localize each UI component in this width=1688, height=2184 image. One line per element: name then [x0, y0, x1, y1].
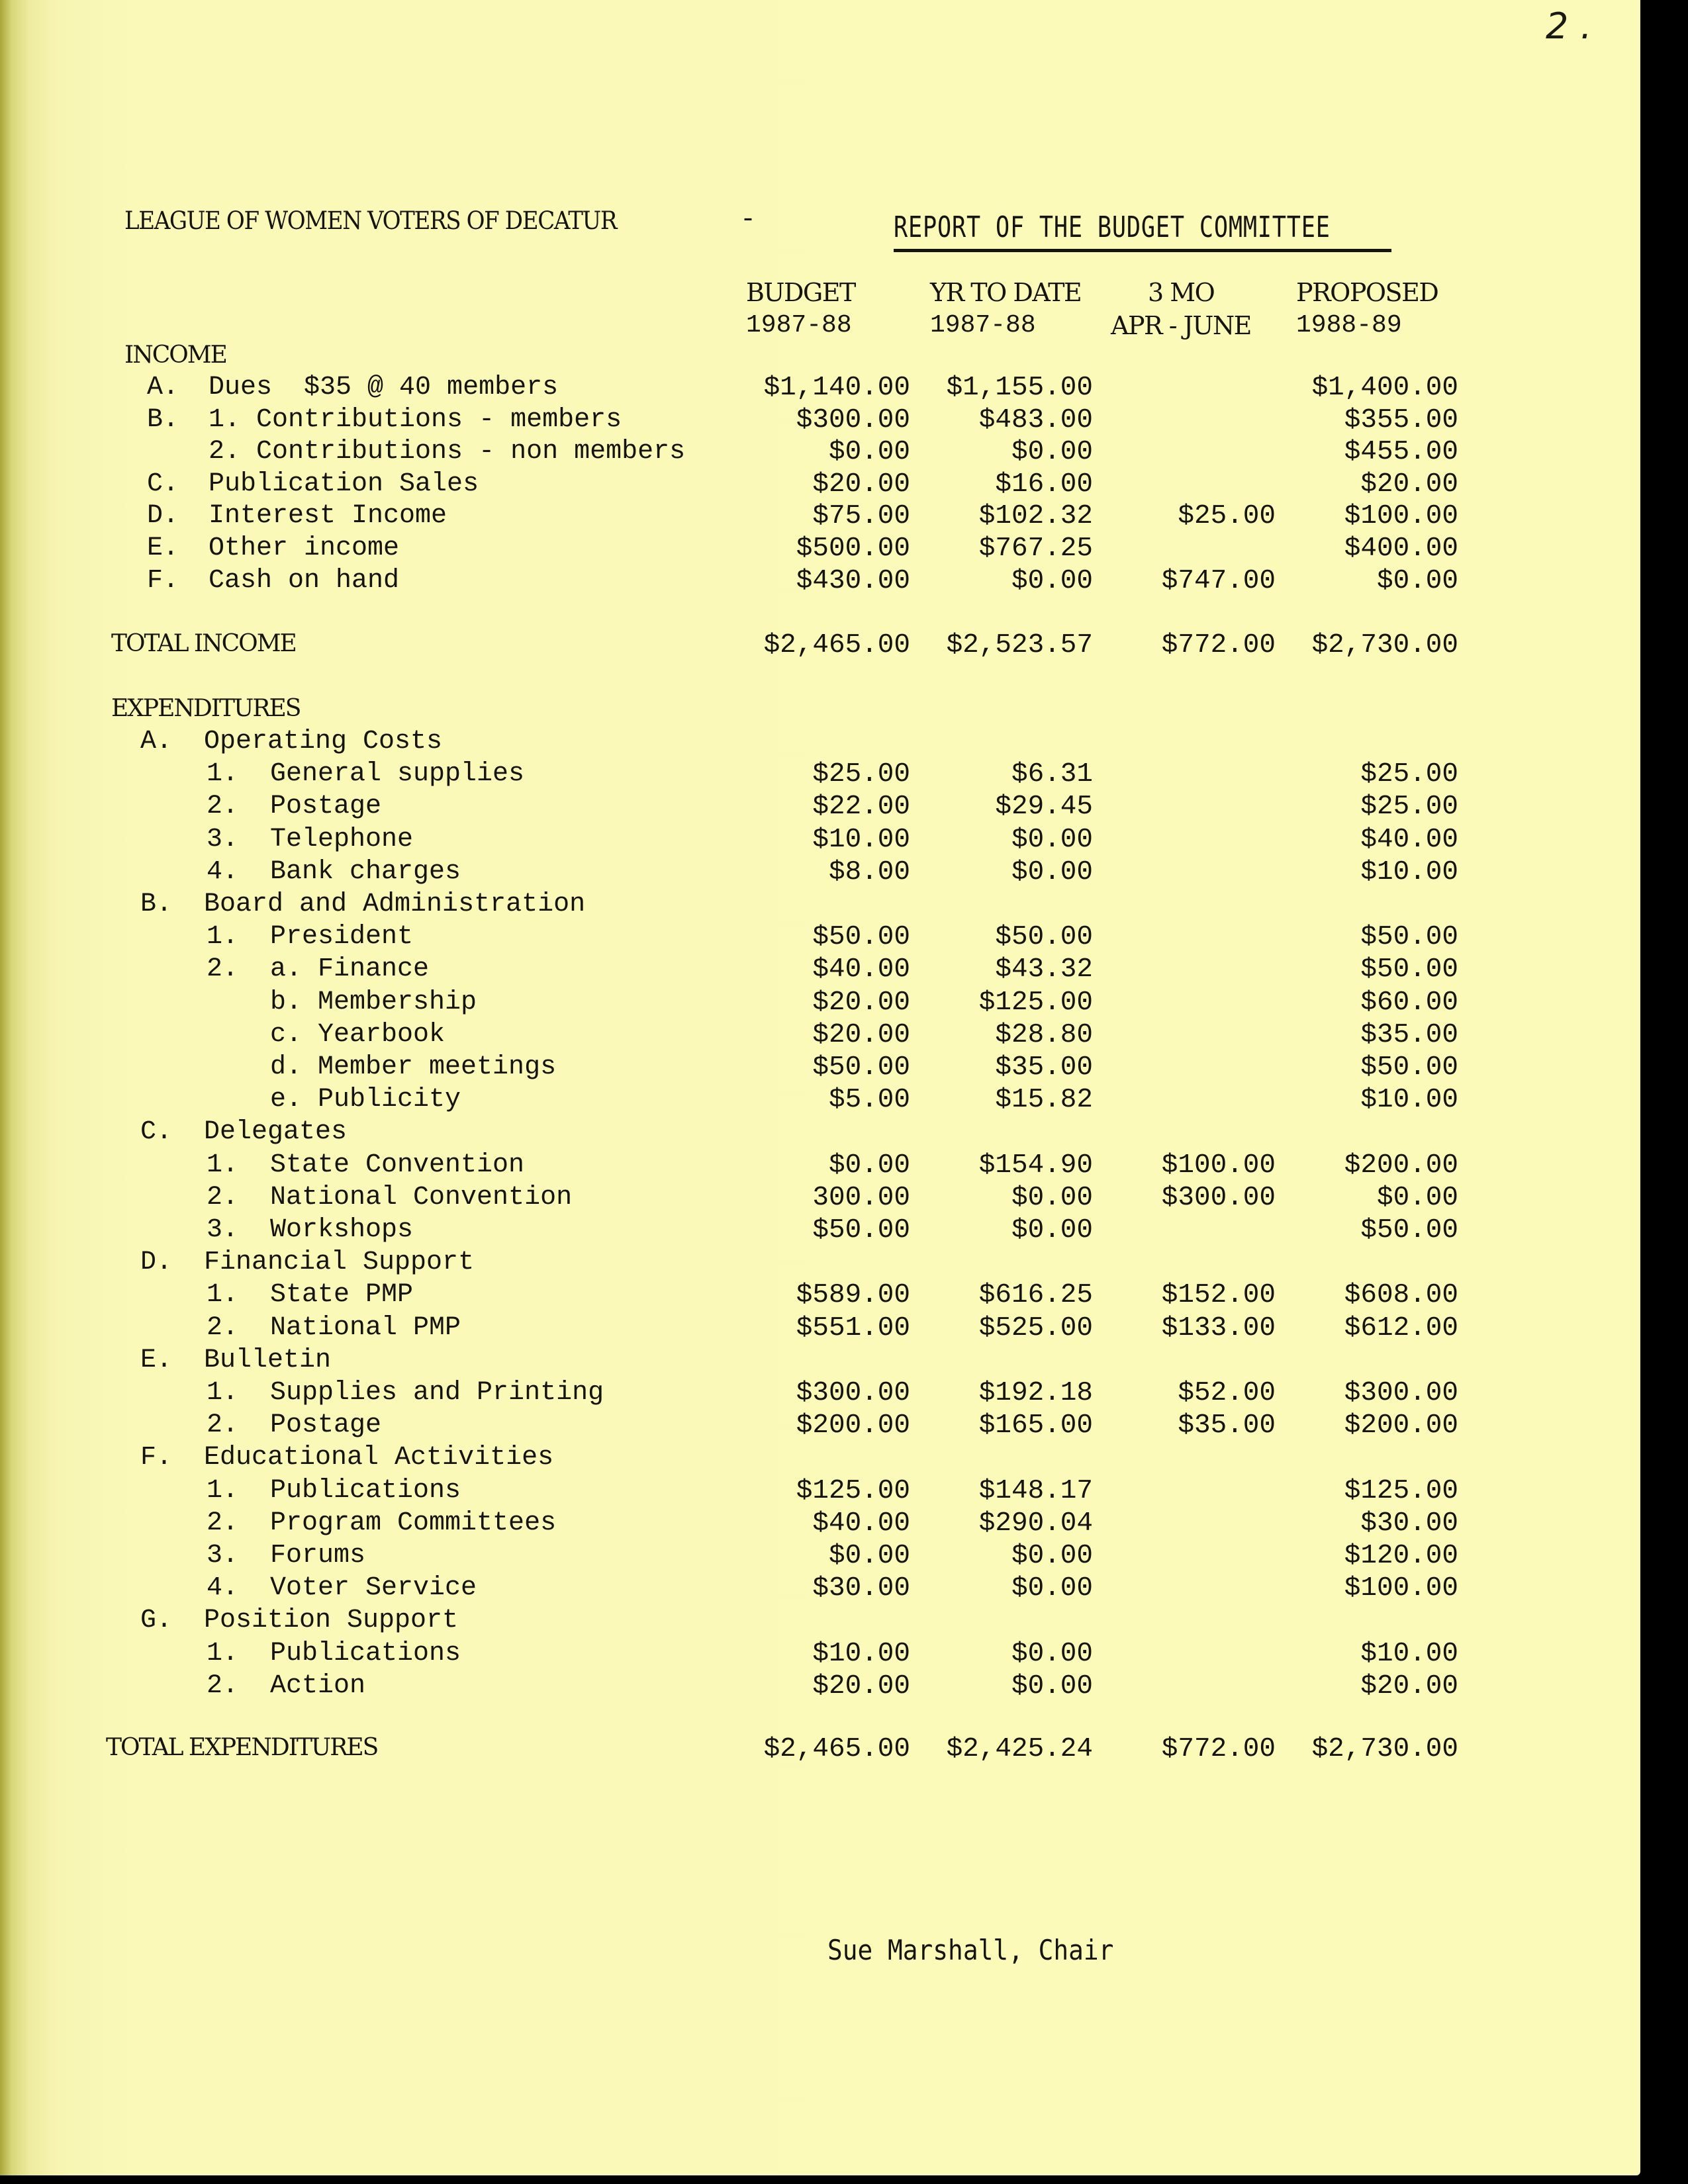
col-header-proposed: PROPOSED	[1296, 278, 1438, 307]
cell-budget: $551.00	[796, 1312, 910, 1343]
row-label: Board and Administration	[204, 889, 586, 919]
cell-proposed: $300.00	[1344, 1378, 1458, 1408]
row-letter: F.	[140, 1443, 173, 1473]
row-number: 1.	[207, 1638, 239, 1668]
row-letter: B.	[147, 404, 179, 435]
cell-ytd: $0.00	[1011, 1182, 1093, 1213]
row-letter: F.	[147, 565, 179, 596]
cell-3mo: $747.00	[1161, 565, 1276, 596]
cell-ytd: $0.00	[1011, 1541, 1093, 1571]
col-header-ytd: YR TO DATE	[930, 278, 1082, 307]
cell-budget: $30.00	[812, 1573, 910, 1604]
cell-proposed: $20.00	[1360, 469, 1458, 500]
cell-proposed: $200.00	[1344, 1410, 1458, 1441]
row-label: Other income	[209, 533, 400, 563]
col-subheader-proposed: 1988-89	[1296, 311, 1402, 340]
cell-budget: $430.00	[796, 565, 910, 596]
cell-ytd: $767.25	[978, 533, 1093, 564]
cell-proposed: $40.00	[1360, 824, 1458, 855]
cell-3mo: $152.00	[1161, 1280, 1276, 1311]
cell-budget: $589.00	[796, 1280, 910, 1311]
row-number: 2.	[207, 792, 239, 822]
row-label: Publications	[270, 1638, 461, 1668]
cell-ytd: $165.00	[978, 1410, 1093, 1441]
cell-budget: $1,140.00	[763, 373, 910, 403]
row-label: General supplies	[270, 759, 525, 790]
row-number: 2.	[207, 1182, 239, 1212]
cell-budget: $50.00	[812, 1215, 910, 1246]
total-income-label: TOTAL INCOME	[111, 630, 296, 657]
col-header-3mo: 3 MO	[1148, 278, 1215, 307]
cell-budget: $20.00	[812, 1670, 910, 1702]
expenditures-heading: EXPENDITURES	[111, 695, 301, 722]
cell-ytd: $0.00	[1011, 1215, 1093, 1246]
cell-ytd: $0.00	[1011, 1638, 1093, 1669]
cell-proposed: $100.00	[1344, 501, 1458, 532]
total-income-proposed: $2,730.00	[1311, 630, 1458, 660]
row-letter: E.	[140, 1345, 173, 1375]
cell-3mo: $133.00	[1161, 1312, 1276, 1343]
cell-budget: $500.00	[796, 533, 910, 564]
cell-budget: $0.00	[828, 1150, 910, 1181]
row-letter: C.	[147, 469, 179, 499]
cell-proposed: $200.00	[1344, 1150, 1458, 1181]
row-label: National PMP	[270, 1312, 461, 1343]
cell-budget: $50.00	[812, 922, 910, 953]
cell-ytd: $50.00	[995, 922, 1093, 953]
cell-proposed: $20.00	[1360, 1670, 1458, 1702]
row-number: 2.	[207, 1508, 239, 1538]
cell-proposed: $355.00	[1344, 404, 1458, 435]
row-label: Program Committees	[270, 1508, 557, 1538]
row-label: State PMP	[270, 1280, 414, 1310]
cell-ytd: $290.04	[978, 1508, 1093, 1539]
cell-ytd: $154.90	[978, 1150, 1093, 1181]
cell-proposed: $100.00	[1344, 1573, 1458, 1604]
cell-proposed: $50.00	[1360, 1052, 1458, 1083]
cell-budget: $5.00	[828, 1085, 910, 1116]
cell-proposed: $125.00	[1344, 1475, 1458, 1506]
cell-proposed: $35.00	[1360, 1019, 1458, 1050]
col-subheader-budget: 1987-88	[746, 311, 852, 340]
row-letter: A.	[147, 373, 179, 402]
row-label: Publication Sales	[209, 469, 479, 499]
cell-ytd: $6.31	[1011, 759, 1093, 790]
cell-3mo: $35.00	[1178, 1410, 1276, 1441]
row-label: d. Member meetings	[270, 1052, 557, 1082]
row-number: 3.	[207, 1541, 239, 1570]
row-label: Postage	[270, 792, 382, 822]
cell-budget: $10.00	[812, 1638, 910, 1669]
cell-budget: $300.00	[796, 404, 910, 435]
total-income-ytd: $2,523.57	[946, 630, 1093, 660]
cell-ytd: $0.00	[1011, 437, 1093, 468]
row-label: Supplies and Printing	[270, 1378, 604, 1408]
row-label: Financial Support	[204, 1248, 475, 1278]
row-number: 1.	[207, 1475, 239, 1506]
row-label: a. Finance	[270, 954, 430, 985]
cell-ytd: $192.18	[978, 1378, 1093, 1408]
cell-ytd: $0.00	[1011, 1573, 1093, 1604]
row-letter: B.	[140, 889, 173, 919]
cell-ytd: $15.82	[995, 1085, 1093, 1116]
cell-3mo: $25.00	[1178, 501, 1276, 532]
row-label: e. Publicity	[270, 1085, 461, 1115]
row-letter: D.	[147, 501, 179, 531]
total-expenditures-budget: $2,465.00	[763, 1734, 910, 1764]
cell-proposed: $400.00	[1344, 533, 1458, 564]
cell-proposed: $120.00	[1344, 1541, 1458, 1571]
total-expenditures-ytd: $2,425.24	[946, 1734, 1093, 1764]
row-label: Delegates	[204, 1117, 348, 1148]
row-number: 2.	[207, 1670, 239, 1701]
report-title: REPORT OF THE BUDGET COMMITTEE	[894, 210, 1331, 244]
row-letter: C.	[140, 1117, 173, 1148]
cell-ytd: $483.00	[978, 404, 1093, 435]
cell-proposed: $25.00	[1360, 759, 1458, 790]
cell-budget: $200.00	[796, 1410, 910, 1441]
row-label: Cash on hand	[209, 565, 400, 596]
row-label: Educational Activities	[204, 1443, 554, 1473]
cell-budget: $10.00	[812, 824, 910, 855]
row-letter: E.	[147, 533, 179, 563]
cell-proposed: $608.00	[1344, 1280, 1458, 1311]
col-header-budget: BUDGET	[746, 278, 855, 307]
row-label: State Convention	[270, 1150, 525, 1180]
cell-ytd: $29.45	[995, 792, 1093, 823]
cell-proposed: $60.00	[1360, 987, 1458, 1018]
cell-proposed: $0.00	[1376, 565, 1458, 596]
cell-proposed: $1,400.00	[1311, 373, 1458, 403]
signature-line: Sue Marshall, Chair	[827, 1934, 1114, 1966]
cell-proposed: $50.00	[1360, 922, 1458, 953]
income-heading: INCOME	[124, 341, 226, 369]
row-label: Bulletin	[204, 1345, 332, 1375]
cell-proposed: $455.00	[1344, 437, 1458, 468]
cell-ytd: $525.00	[978, 1312, 1093, 1343]
col-subheader-ytd: 1987-88	[930, 311, 1036, 340]
cell-budget: $25.00	[812, 759, 910, 790]
cell-budget: $20.00	[812, 987, 910, 1018]
total-income-budget: $2,465.00	[763, 630, 910, 660]
cell-ytd: $35.00	[995, 1052, 1093, 1083]
row-number: 4.	[207, 856, 239, 887]
row-number: 1.	[207, 1280, 239, 1310]
cell-budget: $75.00	[812, 501, 910, 532]
organization-name: LEAGUE OF WOMEN VOTERS OF DECATUR	[124, 206, 617, 235]
row-label: Publications	[270, 1475, 461, 1506]
row-letter: G.	[140, 1606, 173, 1636]
cell-proposed: $10.00	[1360, 1638, 1458, 1669]
row-label: Postage	[270, 1410, 382, 1441]
cell-proposed: $10.00	[1360, 1085, 1458, 1116]
total-expenditures-label: TOTAL EXPENDITURES	[106, 1734, 378, 1761]
cell-ytd: $0.00	[1011, 1670, 1093, 1702]
cell-budget: $125.00	[796, 1475, 910, 1506]
cell-proposed: $50.00	[1360, 954, 1458, 985]
row-label: Operating Costs	[204, 727, 443, 756]
col-subheader-3mo: APR - JUNE	[1111, 311, 1251, 340]
cell-proposed: $10.00	[1360, 856, 1458, 887]
row-label: Bank charges	[270, 856, 461, 887]
row-label: c. Yearbook	[270, 1019, 445, 1050]
row-label: Dues $35 @ 40 members	[209, 373, 559, 402]
cell-proposed: $25.00	[1360, 792, 1458, 823]
row-number: 3.	[207, 824, 239, 854]
row-letter: D.	[140, 1248, 173, 1278]
report-title-underline	[894, 249, 1391, 252]
cell-budget: $0.00	[828, 437, 910, 468]
cell-ytd: $43.32	[995, 954, 1093, 985]
cell-ytd: $102.32	[978, 501, 1093, 532]
cell-budget: $20.00	[812, 469, 910, 500]
row-number: 1.	[207, 1150, 239, 1180]
cell-3mo: $300.00	[1161, 1182, 1276, 1213]
row-label: President	[270, 922, 414, 952]
row-label: 1. Contributions - members	[209, 404, 622, 435]
total-income-3mo: $772.00	[1161, 630, 1276, 660]
row-number: 4.	[207, 1573, 239, 1604]
row-number: 1.	[207, 1378, 239, 1408]
cell-ytd: $16.00	[995, 469, 1093, 500]
cell-budget: $40.00	[812, 1508, 910, 1539]
row-label: Interest Income	[209, 501, 447, 531]
cell-ytd: $616.25	[978, 1280, 1093, 1311]
row-label: Workshops	[270, 1215, 414, 1245]
cell-ytd: $0.00	[1011, 565, 1093, 596]
title-separator: -	[740, 205, 757, 235]
row-label: Forums	[270, 1541, 366, 1570]
total-expenditures-3mo: $772.00	[1161, 1734, 1276, 1764]
cell-budget: $300.00	[796, 1378, 910, 1408]
cell-budget: $0.00	[828, 1541, 910, 1571]
cell-3mo: $52.00	[1178, 1378, 1276, 1408]
total-expenditures-proposed: $2,730.00	[1311, 1734, 1458, 1764]
row-label: Position Support	[204, 1606, 459, 1636]
row-label: b. Membership	[270, 987, 477, 1017]
row-letter: A.	[140, 727, 173, 756]
row-number: 1.	[207, 922, 239, 952]
row-label: National Convention	[270, 1182, 573, 1212]
row-number: 2.	[207, 954, 239, 985]
cell-budget: 300.00	[812, 1182, 910, 1213]
cell-ytd: $1,155.00	[946, 373, 1093, 403]
cell-budget: $50.00	[812, 1052, 910, 1083]
cell-ytd: $0.00	[1011, 856, 1093, 887]
row-number: 2.	[207, 1410, 239, 1441]
cell-ytd: $0.00	[1011, 824, 1093, 855]
row-label: Voter Service	[270, 1573, 477, 1604]
cell-proposed: $0.00	[1376, 1182, 1458, 1213]
row-number: 1.	[207, 759, 239, 790]
cell-budget: $40.00	[812, 954, 910, 985]
cell-3mo: $100.00	[1161, 1150, 1276, 1181]
row-label: Telephone	[270, 824, 414, 854]
row-number: 2.	[207, 1312, 239, 1343]
row-label: Action	[270, 1670, 366, 1701]
cell-proposed: $50.00	[1360, 1215, 1458, 1246]
cell-budget: $22.00	[812, 792, 910, 823]
cell-budget: $8.00	[828, 856, 910, 887]
row-number: 3.	[207, 1215, 239, 1245]
cell-ytd: $125.00	[978, 987, 1093, 1018]
cell-budget: $20.00	[812, 1019, 910, 1050]
cell-proposed: $612.00	[1344, 1312, 1458, 1343]
cell-proposed: $30.00	[1360, 1508, 1458, 1539]
page-number: 2.	[1546, 5, 1604, 47]
cell-ytd: $28.80	[995, 1019, 1093, 1050]
cell-ytd: $148.17	[978, 1475, 1093, 1506]
row-label: 2. Contributions - non members	[209, 437, 686, 467]
